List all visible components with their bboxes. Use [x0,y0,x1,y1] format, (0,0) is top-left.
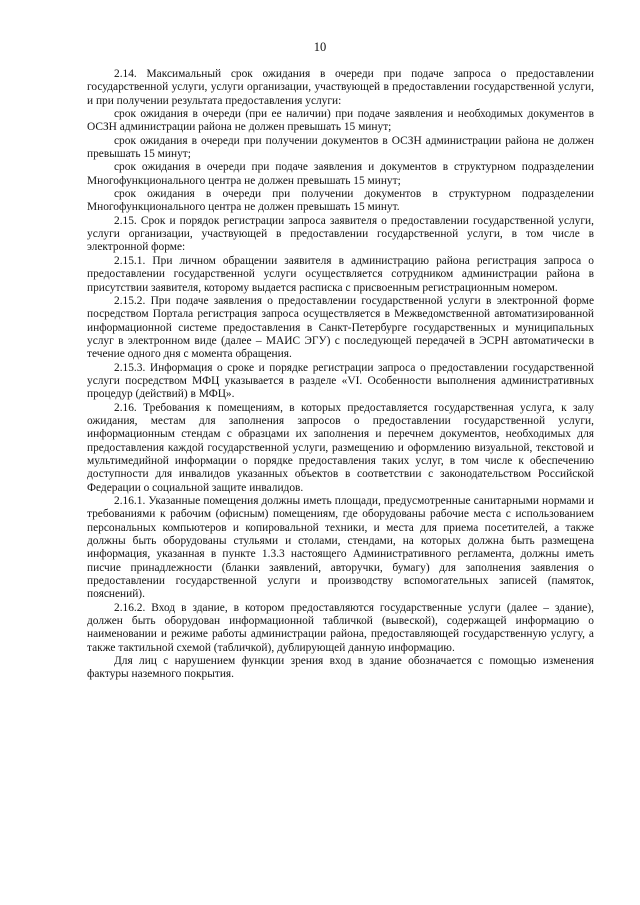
paragraph-visual-impairment: Для лиц с нарушением функции зрения вход в здание обозначается с помощью изменения фактуры наземного покрытия. [87,655,594,681]
paragraph-2-15-3: 2.15.3. Информация о сроке и порядке регистрации запроса о предоставлении государственной услуги посредством МФЦ указывается в разделе «VI. Особенности выполнения административных процедур (действий) в МФЦ». [87,361,594,401]
paragraph-queue-mfc-receipt: срок ожидания в очереди при получении документов в структурном подразделении Многофункционального центра не должен превышать 15 минут. [87,188,594,214]
paragraph-queue-mfc-application: срок ожидания в очереди при подаче заявления и документов в структурном подразделении Многофункционального центра не должен превышать 15 минут; [87,161,594,187]
paragraph-queue-oszn-receipt: срок ожидания в очереди при получении документов в ОСЗН администрации района не должен превышать 15 минут; [87,134,594,161]
paragraph-2-14: 2.14. Максимальный срок ожидания в очереди при подаче запроса о предоставлении государственной услуги, услуги организации, участвующей в предоставлении государственной услуги, и при получении результата предоставления услуги: [87,68,594,107]
document-body [87,68,594,682]
paragraph-2-15-2: 2.15.2. При подаче заявления о предоставлении государственной услуги в электронной форме посредством Портала регистрация запроса осуществляется в Межведомственной автоматизированной информационной системе предоставления в Санкт-Петербурге государственных и муниципальных услуг в электронном виде (далее – МАИС ЭГУ) с последующей передачей в ЭСРН автоматически в течение одного дня с момента обращения. [87,294,594,361]
paragraph-queue-osznapplication: срок ожидания в очереди (при ее наличии) при подаче заявления и необходимых документов в ОСЗН администрации района не должен превышать 15 минут; [87,108,594,134]
paragraph-2-15-1: 2.15.1. При личном обращении заявителя в администрацию района регистрация запроса о предоставлении государственной услуги осуществляется сотрудником администрации района в присутствии заявителя, которому выдается расписка с присвоенным регистрационным номером. [87,254,594,294]
paragraph-2-16: 2.16. Требования к помещениям, в которых предоставляется государственная услуга, к залу ожидания, местам для заполнения запросов о предоставлении государственной услуги, информационным стендам с образцами их заполнения и перечнем документов, необходимых для предоставления каждой государственной услуги, размещению и оформлению визуальной, текстовой и мультимедийной информации о порядке предоставления таких услуг, в том числе к обеспечению доступности для инвалидов указанных объектов в соответствии с законодательством Российской Федерации о социальной защите инвалидов. [87,401,594,494]
paragraph-2-16-2: 2.16.2. Вход в здание, в котором предоставляются государственные услуги (далее – здание), должен быть оборудован информационной табличкой (вывеской), содержащей информацию о наименовании и режиме работы администрации района, предоставляющей государственную услугу, а также тактильной схемой (табличкой), дублирующей данную информацию. [87,601,594,654]
page-number: 10 [313,40,327,54]
paragraph-2-15: 2.15. Срок и порядок регистрации запроса заявителя о предоставлении государственной услуги, услуги организации, участвующей в предоставлении государственной услуги, в том числе в электронной форме: [87,214,594,254]
paragraph-2-16-1: 2.16.1. Указанные помещения должны иметь площади, предусмотренные санитарными нормами и требованиями к рабочим (офисным) помещениям, где оборудованы рабочие места с использованием персональных компьютеров и копировальной техники, и места для приема посетителей, а также должны быть оборудованы стульями и столами, стендами, на которых должна быть размещена информация, указанная в пункте 1.3.3 настоящего Административного регламента, должны иметь писчие принадлежности (бланки заявлений, авторучки, бумагу) для заполнения заявления о предоставлении государственной услуги и производству вспомогательных записей (памяток, пояснений). [87,495,594,601]
